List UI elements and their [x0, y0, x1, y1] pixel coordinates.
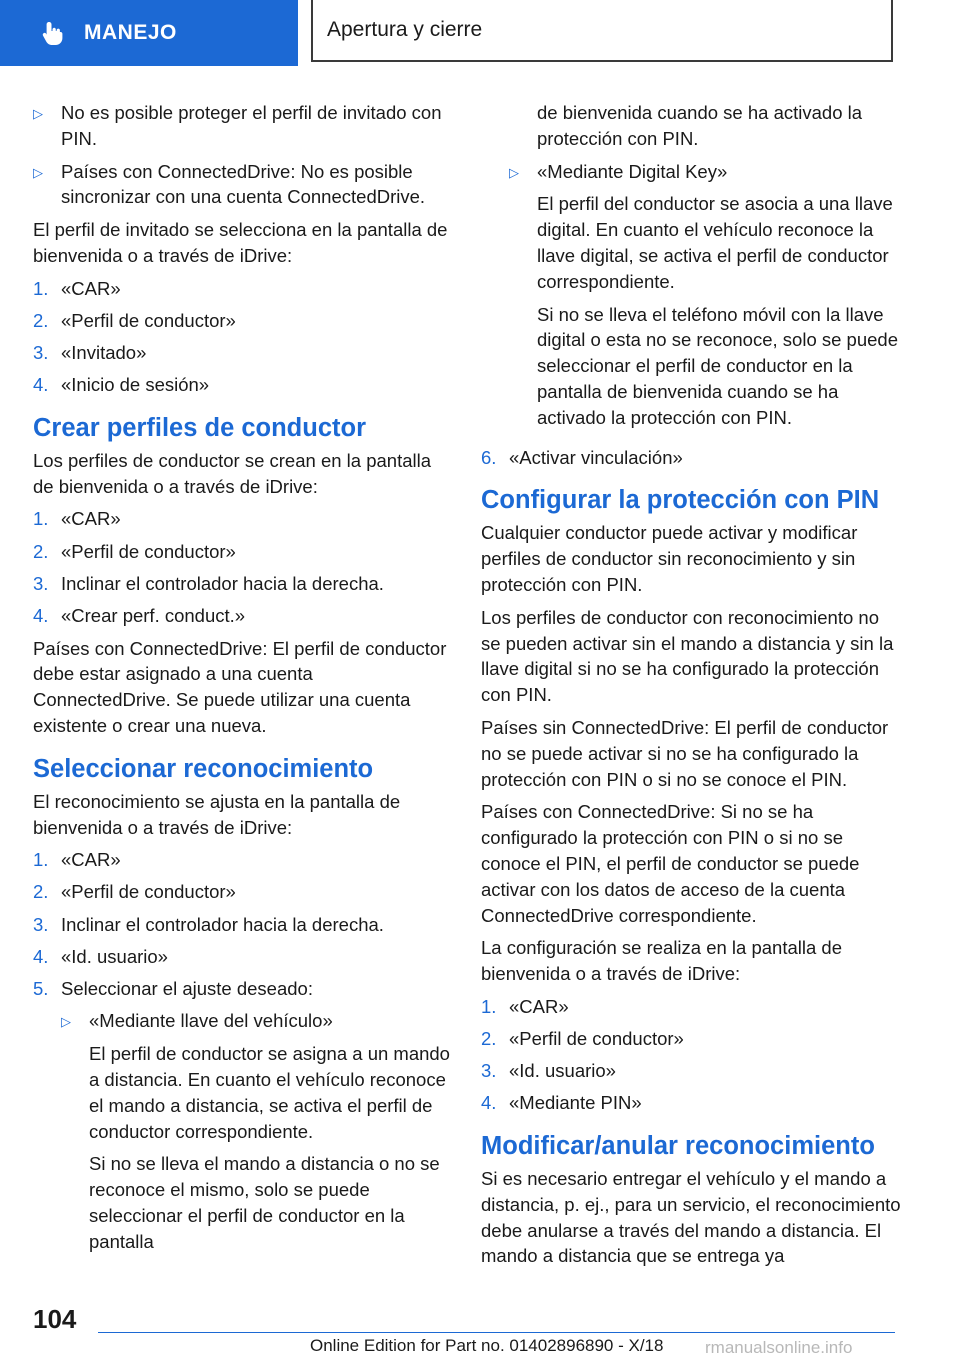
- list-item: 4. «Inicio de sesión»: [33, 374, 210, 396]
- list-item: 1. «CAR»: [33, 277, 121, 299]
- bullet-list-digital-key: [481, 159, 901, 438]
- paragraph: El reconocimiento se ajusta en la pantalla de bienvenida o a través de iDrive:: [33, 790, 401, 838]
- list-item: 3. Inclinar el controlador hacia la derecha.: [33, 913, 384, 935]
- triangle-bullet-icon: ▷: [61, 1014, 71, 1030]
- heading-modify-recognition: Modificar/anular reconocimiento: [481, 1131, 875, 1160]
- list-item: [61, 1008, 453, 1261]
- heading-create-profiles: Crear perfiles de conductor: [33, 413, 367, 442]
- chapter-title: Apertura y cierre: [327, 18, 483, 41]
- watermark: rmanualsonline.info: [705, 1338, 853, 1357]
- right-column: [481, 100, 901, 1276]
- page-header: [0, 0, 960, 66]
- triangle-bullet-icon: ▷: [33, 106, 43, 121]
- bullet-list-guest-notes: [33, 100, 453, 210]
- paragraph: La configuración se realiza en la pantalla de bienvenida o a través de iDrive:: [481, 937, 842, 985]
- list-item: 3. Inclinar el controlador hacia la derecha.: [33, 572, 384, 594]
- paragraph: Los perfiles de conductor se crean en la pantalla de bienvenida o a través de iDrive:: [33, 449, 432, 497]
- list-item: 2. «Perfil de conductor»: [33, 540, 236, 562]
- list-item: 1. «CAR»: [33, 849, 121, 871]
- list-item: ▷ Países con ConnectedDrive: No es posible sincronizar con una cuenta ConnectedDrive.: [33, 159, 453, 211]
- list-item: 6. «Activar vinculación»: [481, 446, 683, 468]
- triangle-bullet-icon: ▷: [509, 164, 519, 180]
- paragraph: Cualquier conductor puede activar y modificar perfiles de conductor sin reconocimiento y sin protección con PIN.: [481, 522, 858, 595]
- numbered-list-select: [33, 847, 453, 1001]
- paragraph: Países sin ConnectedDrive: El perfil de conductor no se puede activar si no se ha configurado la protección con PIN o si no se conoce el PIN.: [481, 716, 889, 790]
- paragraph: Si no se lleva el mando a distancia o no se reconoce el mismo, solo se puede seleccionar el perfil de conductor en la pantalla: [89, 1153, 440, 1252]
- list-item: 2. «Perfil de conductor»: [33, 309, 236, 331]
- paragraph: Los perfiles de conductor con reconocimiento no se pueden activar sin el mando a distancia y sin la llave digital si no se ha configurado la protección con PIN.: [481, 606, 894, 706]
- list-item: 1. «CAR»: [481, 995, 569, 1017]
- paragraph-continued: de bienvenida cuando se ha activado la protección con PIN.: [537, 102, 863, 149]
- list-item: 3. «Id. usuario»: [481, 1060, 616, 1082]
- page-footer: [0, 1290, 960, 1362]
- option-title: «Mediante Digital Key»: [537, 160, 728, 182]
- paragraph: El perfil de conductor se asigna a un mando a distancia. En cuanto el vehículo reconoce el mando a distancia, se activa el perfil de conductor correspondiente.: [89, 1043, 450, 1142]
- list-item: 4. «Crear perf. conduct.»: [33, 604, 246, 626]
- edition-note: Online Edition for Part no. 01402896890 - X/18: [310, 1336, 664, 1355]
- list-item: 2. «Perfil de conductor»: [481, 1028, 684, 1049]
- numbered-list-pin: [481, 994, 901, 1116]
- list-item: ▷ No es posible proteger el perfil de invitado con PIN.: [33, 100, 453, 152]
- list-item: 1. «CAR»: [33, 508, 121, 530]
- list-item: 4. «Mediante PIN»: [481, 1092, 642, 1114]
- page-number: 104: [33, 1304, 77, 1334]
- heading-select-recognition: Seleccionar reconocimiento: [33, 754, 374, 783]
- section-title: MANEJO: [84, 21, 177, 44]
- paragraph: Si no se lleva el teléfono móvil con la llave digital o esta no se reconoce, solo se puede seleccionar el perfil de conductor en la pantalla de bienvenida cuando se ha activado la protección con PIN.: [537, 303, 898, 428]
- list-item: 5. Seleccionar el ajuste deseado:: [33, 977, 313, 999]
- paragraph: Si es necesario entregar el vehículo y el mando a distancia, p. ej., para un servicio, el reconocimiento debe anularse a través del mando a distancia. El mando a distancia que se entrega ya: [481, 1167, 901, 1267]
- option-title: «Mediante llave del vehículo»: [89, 1010, 333, 1032]
- list-item: 3. «Invitado»: [33, 341, 147, 363]
- list-item: [509, 159, 901, 438]
- numbered-list-create: [33, 506, 453, 628]
- section-tab: [0, 0, 298, 66]
- list-item: 4. «Id. usuario»: [33, 945, 168, 967]
- list-item: 2. «Perfil de conductor»: [33, 881, 236, 903]
- paragraph: El perfil de invitado se selecciona en la pantalla de bienvenida o a través de iDrive:: [33, 219, 448, 266]
- hand-pointer-icon: [40, 20, 66, 46]
- left-column: [33, 100, 453, 1269]
- chapter-tab: [311, 0, 893, 62]
- bullet-list-recognition-options: [33, 1008, 453, 1261]
- triangle-bullet-icon: ▷: [33, 164, 43, 180]
- paragraph: Países con ConnectedDrive: Si no se ha configurado la protección con PIN o si no se conoce el PIN, el perfil de conductor se puede activar con los datos de acceso de la cuenta ConnectedDrive correspondiente.: [481, 801, 860, 926]
- heading-pin-protection: Configurar la protección con PIN: [481, 486, 880, 515]
- numbered-list-guest: [33, 276, 453, 398]
- footer-rule: [98, 1332, 895, 1333]
- paragraph: Países con ConnectedDrive: El perfil de conductor debe estar asignado a una cuenta ConnectedDrive. Se puede utilizar una cuenta existente o crear una nueva.: [33, 637, 447, 736]
- numbered-list-select-continued: [481, 445, 901, 471]
- paragraph: El perfil del conductor se asocia a una llave digital. En cuanto el vehículo reconoce la llave digital, se activa el perfil de conductor correspondiente.: [537, 193, 893, 292]
